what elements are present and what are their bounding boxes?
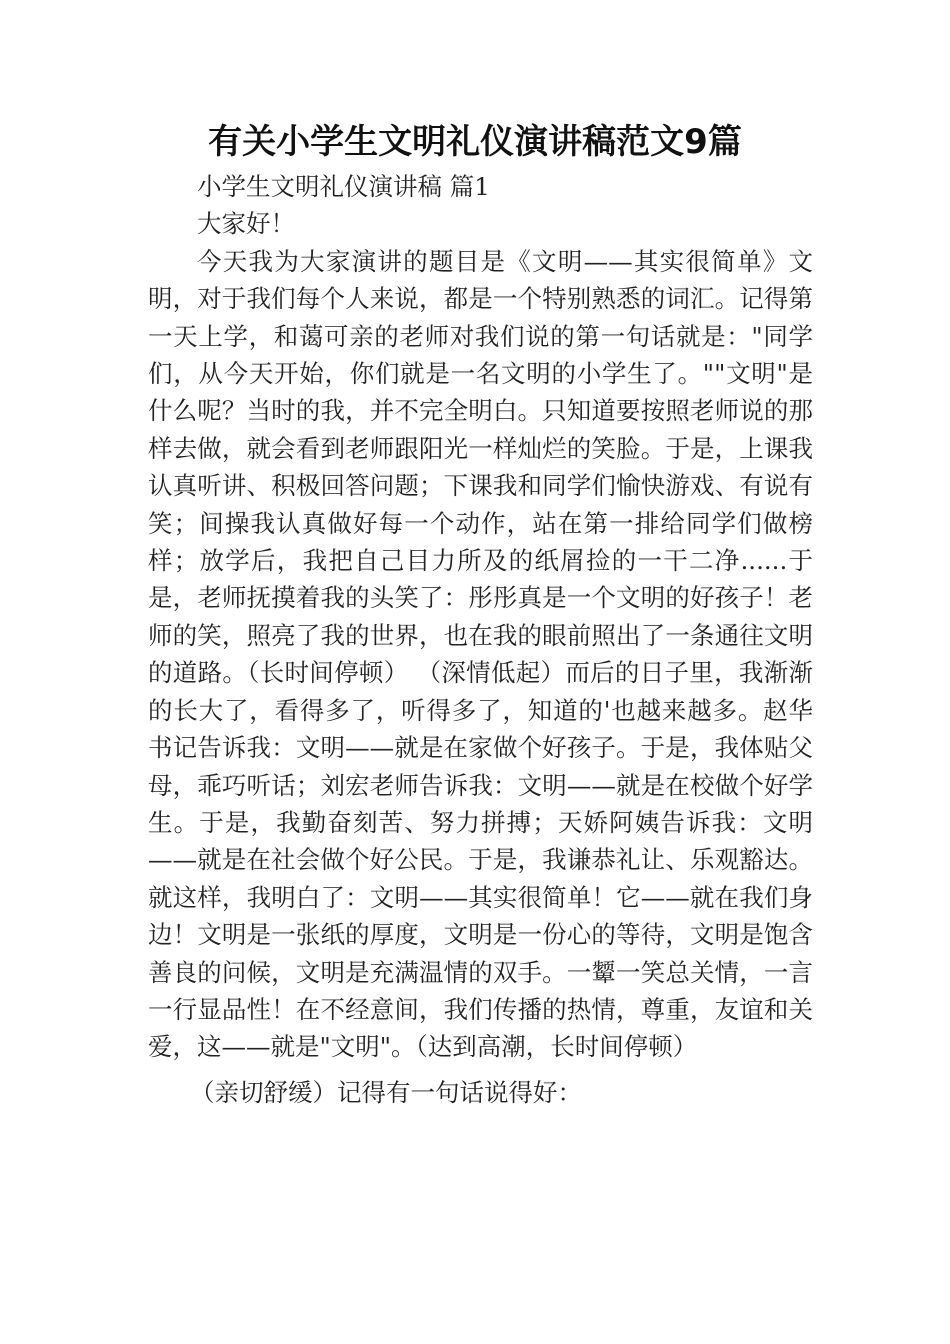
document-title: 有关小学生文明礼仪演讲稿范文9篇 — [208, 122, 742, 162]
document-body — [148, 168, 813, 1111]
paragraph-closing-intro: （亲切舒缓）记得有一句话说得好： — [190, 1077, 582, 1107]
paragraph-speech-main: 今天我为大家演讲的题目是《文明——其实很简单》文明，对于我们每个人来说，都是一个特别熟悉的词汇。记得第一天上学，和蔼可亲的老师对我们说的第一句话就是："同学们，从今天开始，你们就是一名文明的小学生了。""文明"是什么呢？当时的我，并不完全明白。只知道要按照老师说的那样去做，就会看到老师跟阳光一样灿烂的笑脸。于是，上课我认真听讲、积极回答问题；下课我和同学们愉快游戏、有说有笑；间操我认真做好每一个动作，站在第一排给同学们做榜样；放学后，我把自己目力所及的纸屑捡的一干二净......于是，老师抚摸着我的头笑了：彤彤真是一个文明的好孩子！老师的笑，照亮了我的世界，也在我的眼前照出了一条通往文明的道路。（长时间停顿） （深情低起）而后的日子里，我渐渐的长大了，看得多了，听得多了，知道的'也越来越多。赵华书记告诉我：文明——就是在家做个好孩子。于是，我体贴父母，乖巧听话；刘宏老师告诉我：文明——就是在校做个好学生。于是，我勤奋刻苦、努力拼搏；天娇阿姨告诉我：文明——就是在社会做个好公民。于是，我谦恭礼让、乐观豁达。就这样，我明白了：文明——其实很简单！它——就在我们身边！文明是一张纸的厚度，文明是一份心的等待，文明是饱含善良的问候，文明是充满温情的双手。一颦一笑总关情，一言一行显品性！在不经意间，我们传播的热情，尊重，友谊和关爱，这——就是"文明"。（达到高潮，长时间停顿） — [148, 246, 813, 1062]
section-heading: 小学生文明礼仪演讲稿 篇1 — [197, 172, 490, 201]
greeting-line: 大家好！ — [197, 209, 295, 239]
